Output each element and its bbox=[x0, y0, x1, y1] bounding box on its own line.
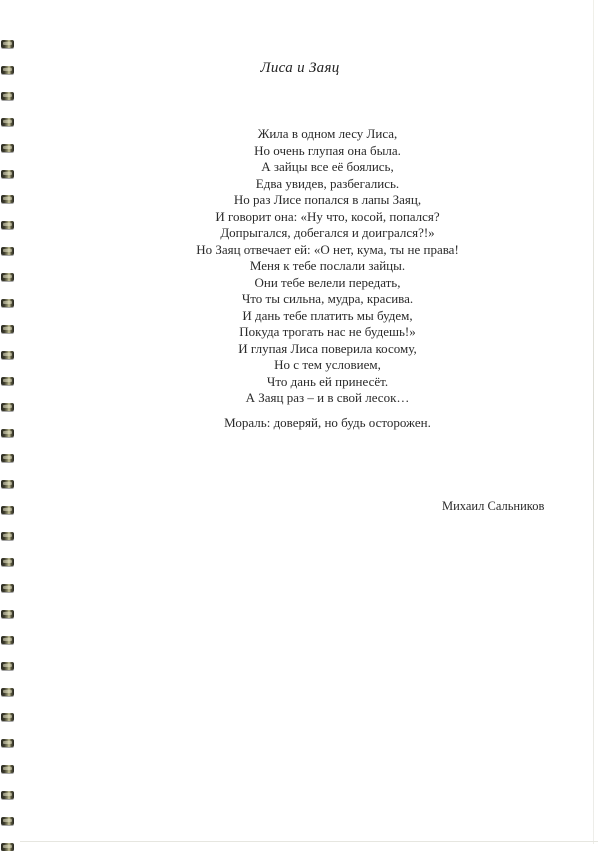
poem-line: Но Заяц отвечает ей: «О нет, кума, ты не права! bbox=[196, 241, 459, 257]
binding-ring bbox=[1, 739, 14, 747]
binding-ring bbox=[1, 532, 14, 540]
poem-line: Жила в одном лесу Лиса, bbox=[257, 126, 398, 141]
binding-ring bbox=[1, 636, 14, 644]
poem-line: Допрыгался, добегался и доигрался?!» bbox=[220, 225, 435, 240]
binding-ring bbox=[1, 506, 14, 514]
binding-ring bbox=[1, 662, 14, 670]
poem-line: Что ты сильна, мудра, красива. bbox=[241, 291, 414, 306]
binding-ring bbox=[1, 454, 14, 462]
binding-ring bbox=[1, 584, 14, 592]
poem-body bbox=[0, 126, 600, 407]
poem-line: Но очень глупая она была. bbox=[254, 142, 401, 158]
poem-moral: Мораль: доверяй, но будь осторожен. bbox=[224, 415, 431, 430]
poem-line: Покуда трогать нас не будешь!» bbox=[239, 324, 416, 339]
binding-ring bbox=[1, 843, 14, 851]
poem-line: И говорит она: «Ну что, косой, попался? bbox=[215, 208, 440, 224]
binding-ring bbox=[1, 558, 14, 566]
page-edge-bottom bbox=[20, 841, 598, 842]
binding-ring bbox=[1, 817, 14, 825]
poem-line: Едва увидев, разбегались. bbox=[255, 175, 400, 191]
binding-ring bbox=[1, 765, 14, 773]
binding-ring bbox=[1, 610, 14, 618]
binding-ring bbox=[1, 92, 14, 100]
binding-ring bbox=[1, 40, 14, 48]
poem-line: Что дань ей принесёт. bbox=[266, 373, 389, 389]
poem-line: Они тебе велели передать, bbox=[254, 274, 401, 290]
poem-line: И глупая Лиса поверила косому, bbox=[238, 340, 417, 356]
poem-author: Михаил Сальников bbox=[442, 499, 545, 513]
poem-line: Но раз Лисе попался в лапы Заяц, bbox=[233, 192, 422, 207]
poem-line: Меня к тебе послали зайцы. bbox=[249, 258, 406, 273]
binding-ring bbox=[1, 713, 14, 721]
poem-line: И дань тебе платить мы будем, bbox=[242, 307, 413, 323]
binding-ring bbox=[1, 791, 14, 799]
binding-ring bbox=[1, 480, 14, 488]
poem-line: А Заяц раз – и в свой лесок… bbox=[245, 390, 410, 405]
binding-ring bbox=[1, 688, 14, 696]
poem-line: А зайцы все её боялись, bbox=[261, 159, 394, 174]
poem-title: Лиса и Заяц bbox=[260, 60, 340, 76]
poem-line: Но с тем условием, bbox=[274, 357, 381, 372]
binding-ring bbox=[1, 118, 14, 126]
